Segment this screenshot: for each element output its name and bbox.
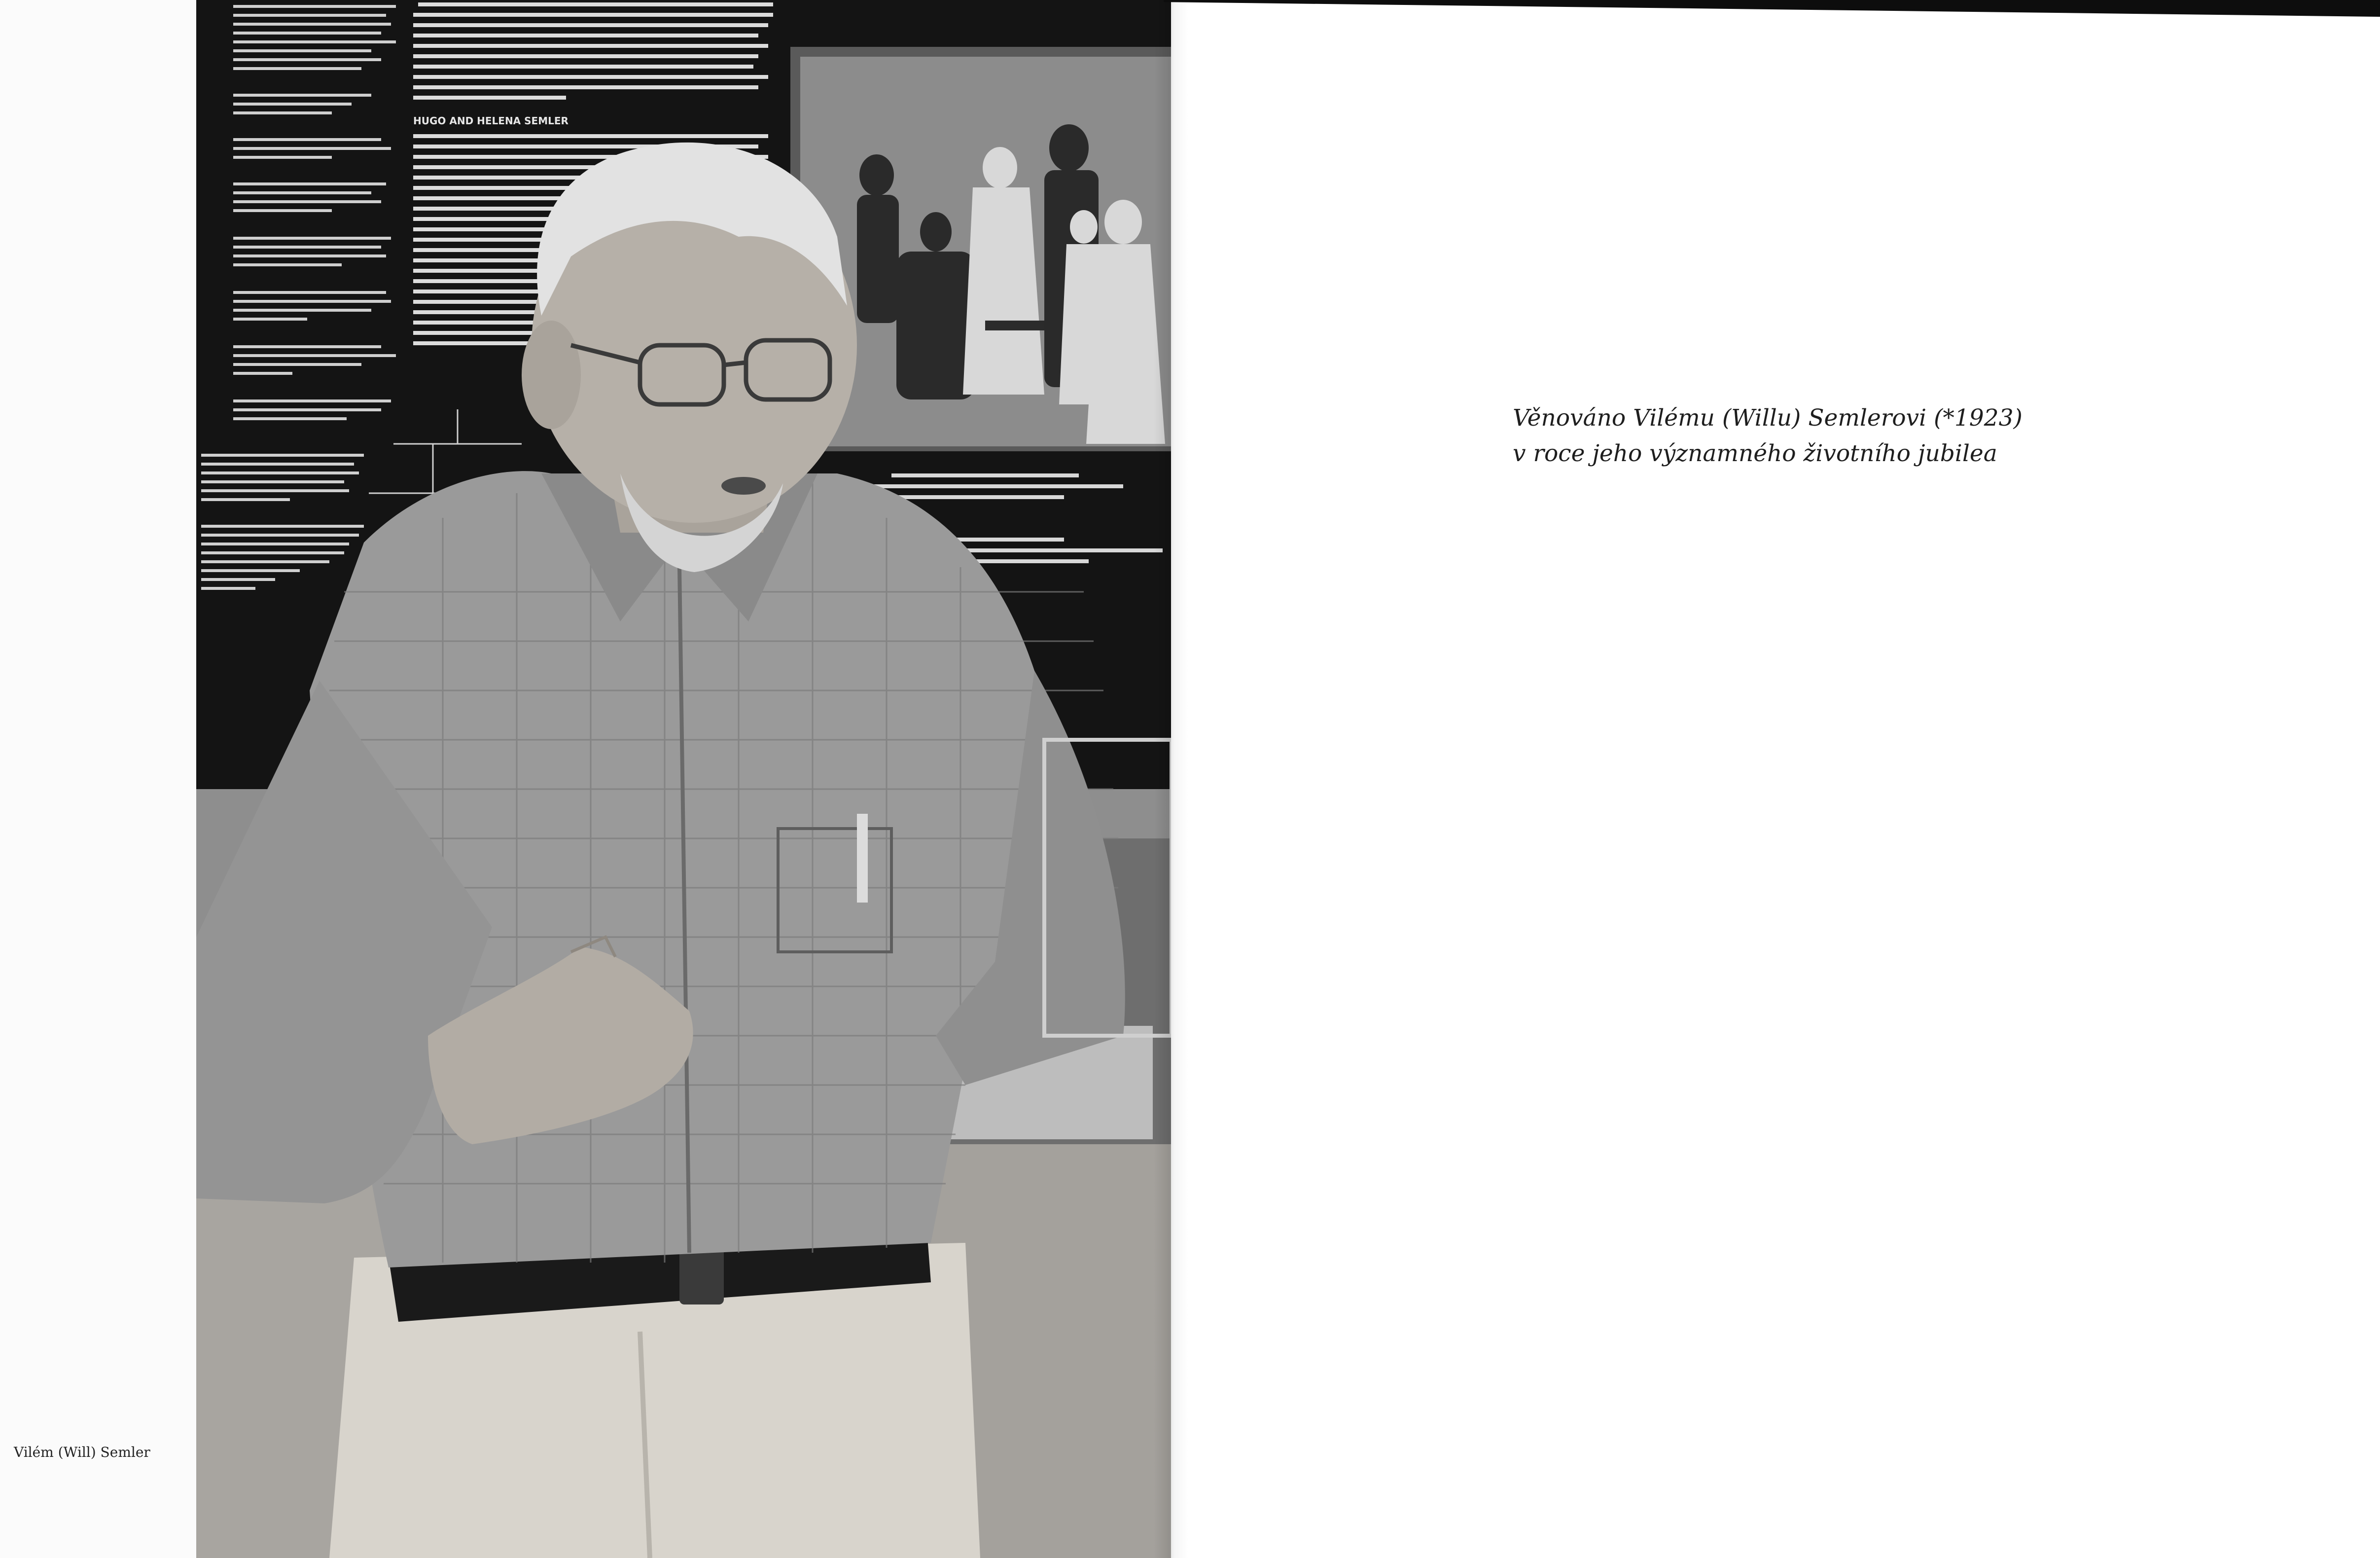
- dedication-line-1: Věnováno Vilému (Willu) Semlerovi (*1923): [1513, 404, 2023, 432]
- pen: [857, 814, 868, 903]
- dedication-text: [1513, 400, 2023, 471]
- book-gutter: [1154, 0, 1188, 1558]
- panel-heading: HUGO AND HELENA SEMLER: [413, 115, 568, 127]
- right-page: [1171, 0, 2380, 1558]
- portrait-photo: [196, 0, 1172, 1558]
- photo-caption: Vilém (Will) Semler: [14, 1444, 150, 1460]
- left-page: [0, 0, 1171, 1558]
- dedication-line-2: v roce jeho významného životního jubilea: [1513, 440, 1997, 467]
